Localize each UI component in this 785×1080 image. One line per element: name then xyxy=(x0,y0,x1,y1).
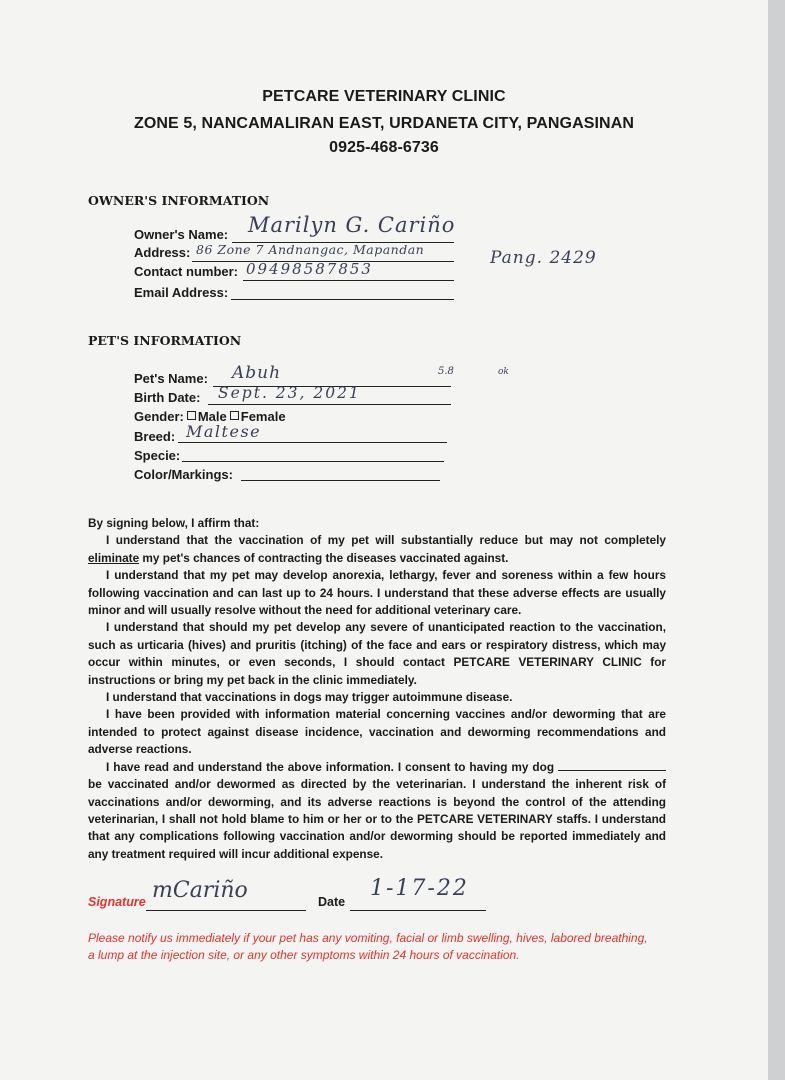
signature-label: Signature xyxy=(88,895,146,909)
female-option-label: Female xyxy=(240,409,286,424)
signature-value: mCariño xyxy=(152,878,248,903)
birth-date-line xyxy=(208,404,451,405)
date-label: Date xyxy=(318,895,346,909)
clinic-address: ZONE 5, NANCAMALIRAN EAST, URDANETA CITY, PANGASINAN xyxy=(133,115,635,132)
breed-label: Breed: xyxy=(134,429,176,444)
male-checkbox[interactable] xyxy=(187,411,196,420)
scan-edge xyxy=(768,0,785,1080)
address-label: Address: xyxy=(134,245,191,260)
consent-paragraph-3: I understand that should my pet develop any severe of unanticipated reaction to the vaccination, such as urticaria (hives) and pruritis (itching) of the face and ears or respiratory distress, which may occur within minutes, or even seconds, I should contact PETCARE VETERINARY CLINIC for instructions or bring my pet back in the clinic immediately. xyxy=(88,620,666,687)
pet-section-title: PET'S INFORMATION xyxy=(88,333,242,348)
notice-text: Please notify us immediately if your pet has any vomiting, facial or limb swelling, hives, labored breathing, a lump at the injection site, or any other symptoms within 24 hours of vaccination. xyxy=(88,931,648,962)
weight-note: 5.8 xyxy=(438,366,454,377)
consent-intro: By signing below, I affirm that: xyxy=(88,516,260,530)
consent-paragraph-4: I understand that vaccinations in dogs may trigger autoimmune disease. xyxy=(106,690,513,705)
gender-label: Gender: xyxy=(134,409,184,424)
specie-line[interactable] xyxy=(182,461,444,462)
birth-date-value[interactable]: Sept. 23, 2021 xyxy=(218,384,361,402)
email-line[interactable] xyxy=(231,299,454,300)
contact-label: Contact number: xyxy=(134,264,238,279)
weight-note-2: ok xyxy=(498,367,509,377)
date-line[interactable] xyxy=(350,910,486,911)
contact-line xyxy=(243,280,454,281)
color-markings-line[interactable] xyxy=(241,480,440,481)
breed-value[interactable]: Maltese xyxy=(186,422,262,441)
consent-paragraph-1: I understand that the vaccination of my pet will substantially reduce but may not completely eliminate my pet's chances of contracting the diseases vaccinated against. xyxy=(88,533,666,565)
dog-name-blank[interactable] xyxy=(558,760,666,771)
owner-name-label: Owner's Name: xyxy=(134,227,229,242)
pet-name-label: Pet's Name: xyxy=(134,371,208,386)
clinic-phone: 0925-468-6736 xyxy=(329,139,439,156)
consent-paragraph-6: I have read and understand the above information. I consent to having my dog be vaccinated and/or dewormed as directed by the veterinarian. I understand the inherent risk of vaccinations and/or deworming, and its adverse reactions is beyond the control of the attending veterinarian, I shall not hold blame to him or her or to the PETCARE VETERINARY staffs. I understand that any complications following vaccination and/or deworming should be reported immediately and any treatment required will incur additional expense. xyxy=(88,759,666,861)
color-markings-label: Color/Markings: xyxy=(134,467,233,482)
specie-label: Specie: xyxy=(134,448,181,463)
female-checkbox[interactable] xyxy=(230,411,239,420)
consent-paragraph-2: I understand that my pet may develop anorexia, lethargy, fever and soreness within a few hours following vaccination and can last up to 24 hours. I understand that these adverse effects are usually minor and will usually resolve without the need for additional veterinary care. xyxy=(88,568,666,618)
pet-name-value[interactable]: Abuh xyxy=(232,363,282,383)
clinic-name: PETCARE VETERINARY CLINIC xyxy=(262,88,506,105)
consent-text xyxy=(88,515,666,863)
address-value[interactable]: 86 Zone 7 Andnangac, Mapandan xyxy=(196,242,425,257)
address-extra: Pang. 2429 xyxy=(490,248,597,268)
signature-line[interactable] xyxy=(146,910,306,911)
date-value: 1-17-22 xyxy=(370,876,469,901)
email-label: Email Address: xyxy=(134,285,229,300)
owner-section-title: OWNER'S INFORMATION xyxy=(88,193,270,208)
male-option-label: Male xyxy=(197,409,227,424)
owner-name-value[interactable]: Marilyn G. Cariño xyxy=(248,213,456,237)
birth-date-label: Birth Date: xyxy=(134,390,201,405)
breed-line xyxy=(178,442,447,443)
contact-value[interactable]: 09498587853 xyxy=(246,260,373,278)
consent-paragraph-5: I have been provided with information material concerning vaccines and/or deworming that are intended to protect against disease incidence, vaccination and deworming recommendations and adverse reactions. xyxy=(88,707,666,757)
